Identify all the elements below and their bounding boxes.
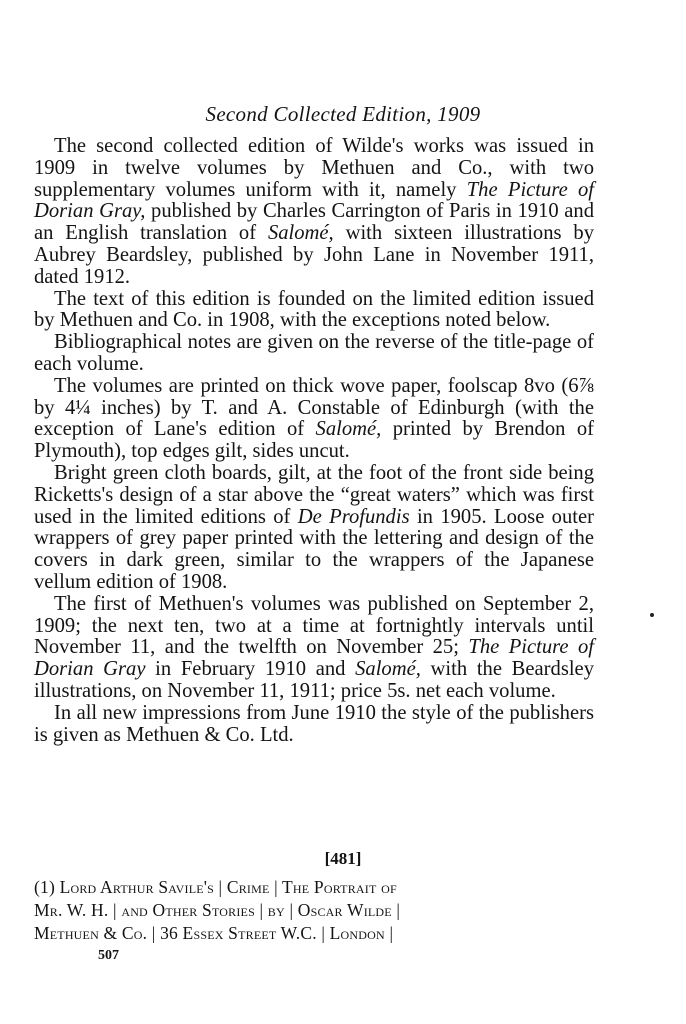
p1-title-dorian-gray: The Picture of Dorian Gray, bbox=[34, 178, 594, 223]
p5-text-a: Bright green cloth boards, gilt, at the foot of the front side being Ricketts's design of a star above the “great waters” which was first used in the limited editions of bbox=[34, 461, 594, 528]
p4-text-a: The volumes are printed on thick wove paper, foolscap 8vo (6⅞ by 4¼ inches) by T. and A. Constable of Edinburgh (with the exception of Lane's edition of bbox=[34, 374, 594, 441]
section-marker: [481] bbox=[324, 849, 362, 868]
p5-text-c: in 1905. Loose outer wrappers of grey paper printed with the lettering and design of the covers in dark green, similar to the wrappers of the Japanese vellum edition of 1908. bbox=[34, 505, 594, 593]
p6-title-salome: Salomé, bbox=[355, 658, 421, 681]
p5-title-de-profundis: De Profundis bbox=[297, 505, 410, 528]
page-number: 507 bbox=[98, 948, 119, 963]
p4-title-salome: Salomé, bbox=[315, 418, 382, 441]
stray-ink-dot bbox=[650, 613, 654, 617]
paragraph-5 bbox=[34, 463, 594, 594]
p4-text-c: printed by Brendon of Plymouth), top edges gilt, sides uncut. bbox=[34, 418, 594, 463]
paragraph-1 bbox=[34, 136, 594, 289]
p6-text-e: with the Beardsley illustrations, on November 11, 1911; price 5s. net each volume. bbox=[34, 658, 594, 702]
paragraph-7: In all new impressions from June 1910 the style of the publishers is given as Methuen & Co. Ltd. bbox=[34, 701, 594, 746]
entry-line-3: Methuen & Co. | 36 Essex Street W.C. | London | bbox=[34, 923, 394, 943]
p1-text-e: with sixteen illustrations by Aubrey Beardsley, published by John Lane in November 1911, dated 1912. bbox=[34, 222, 594, 288]
p1-text-a: The second collected edition of Wilde's works was issued in 1909 in twelve volumes by Methuen and Co., with two supplementary volumes uniform with it, namely bbox=[34, 135, 594, 201]
entry-line-2: Mr. W. H. | and Other Stories | by | Oscar Wilde | bbox=[34, 900, 401, 920]
paragraph-3: Bibliographical notes are given on the reverse of the title-page of each volume. bbox=[34, 331, 594, 375]
section-heading: Second Collected Edition, 1909 bbox=[205, 102, 481, 126]
p1-text-c: published by Charles Carrington of Paris in 1910 and an English translation of bbox=[34, 200, 594, 245]
paragraph-4 bbox=[34, 376, 594, 463]
bibliography-entry bbox=[34, 876, 594, 945]
paragraph-2: The text of this edition is founded on the limited edition issued by Methuen and Co. in 1908, with the exceptions noted below. bbox=[34, 287, 594, 332]
p1-title-salome: Salomé, bbox=[267, 222, 334, 245]
entry-line-1: (1) Lord Arthur Savile's | Crime | The Portrait of bbox=[34, 877, 397, 897]
p6-text-c: in February 1910 and bbox=[145, 658, 356, 681]
p6-title-dorian-gray: The Picture of Dorian Gray bbox=[34, 636, 595, 681]
p6-text-a: The first of Methuen's volumes was published on September 2, 1909; the next ten, two at a time at fortnightly intervals until November 11, and the twelfth on November 25; bbox=[34, 592, 594, 659]
body-text bbox=[34, 136, 594, 746]
paragraph-6 bbox=[34, 594, 594, 703]
